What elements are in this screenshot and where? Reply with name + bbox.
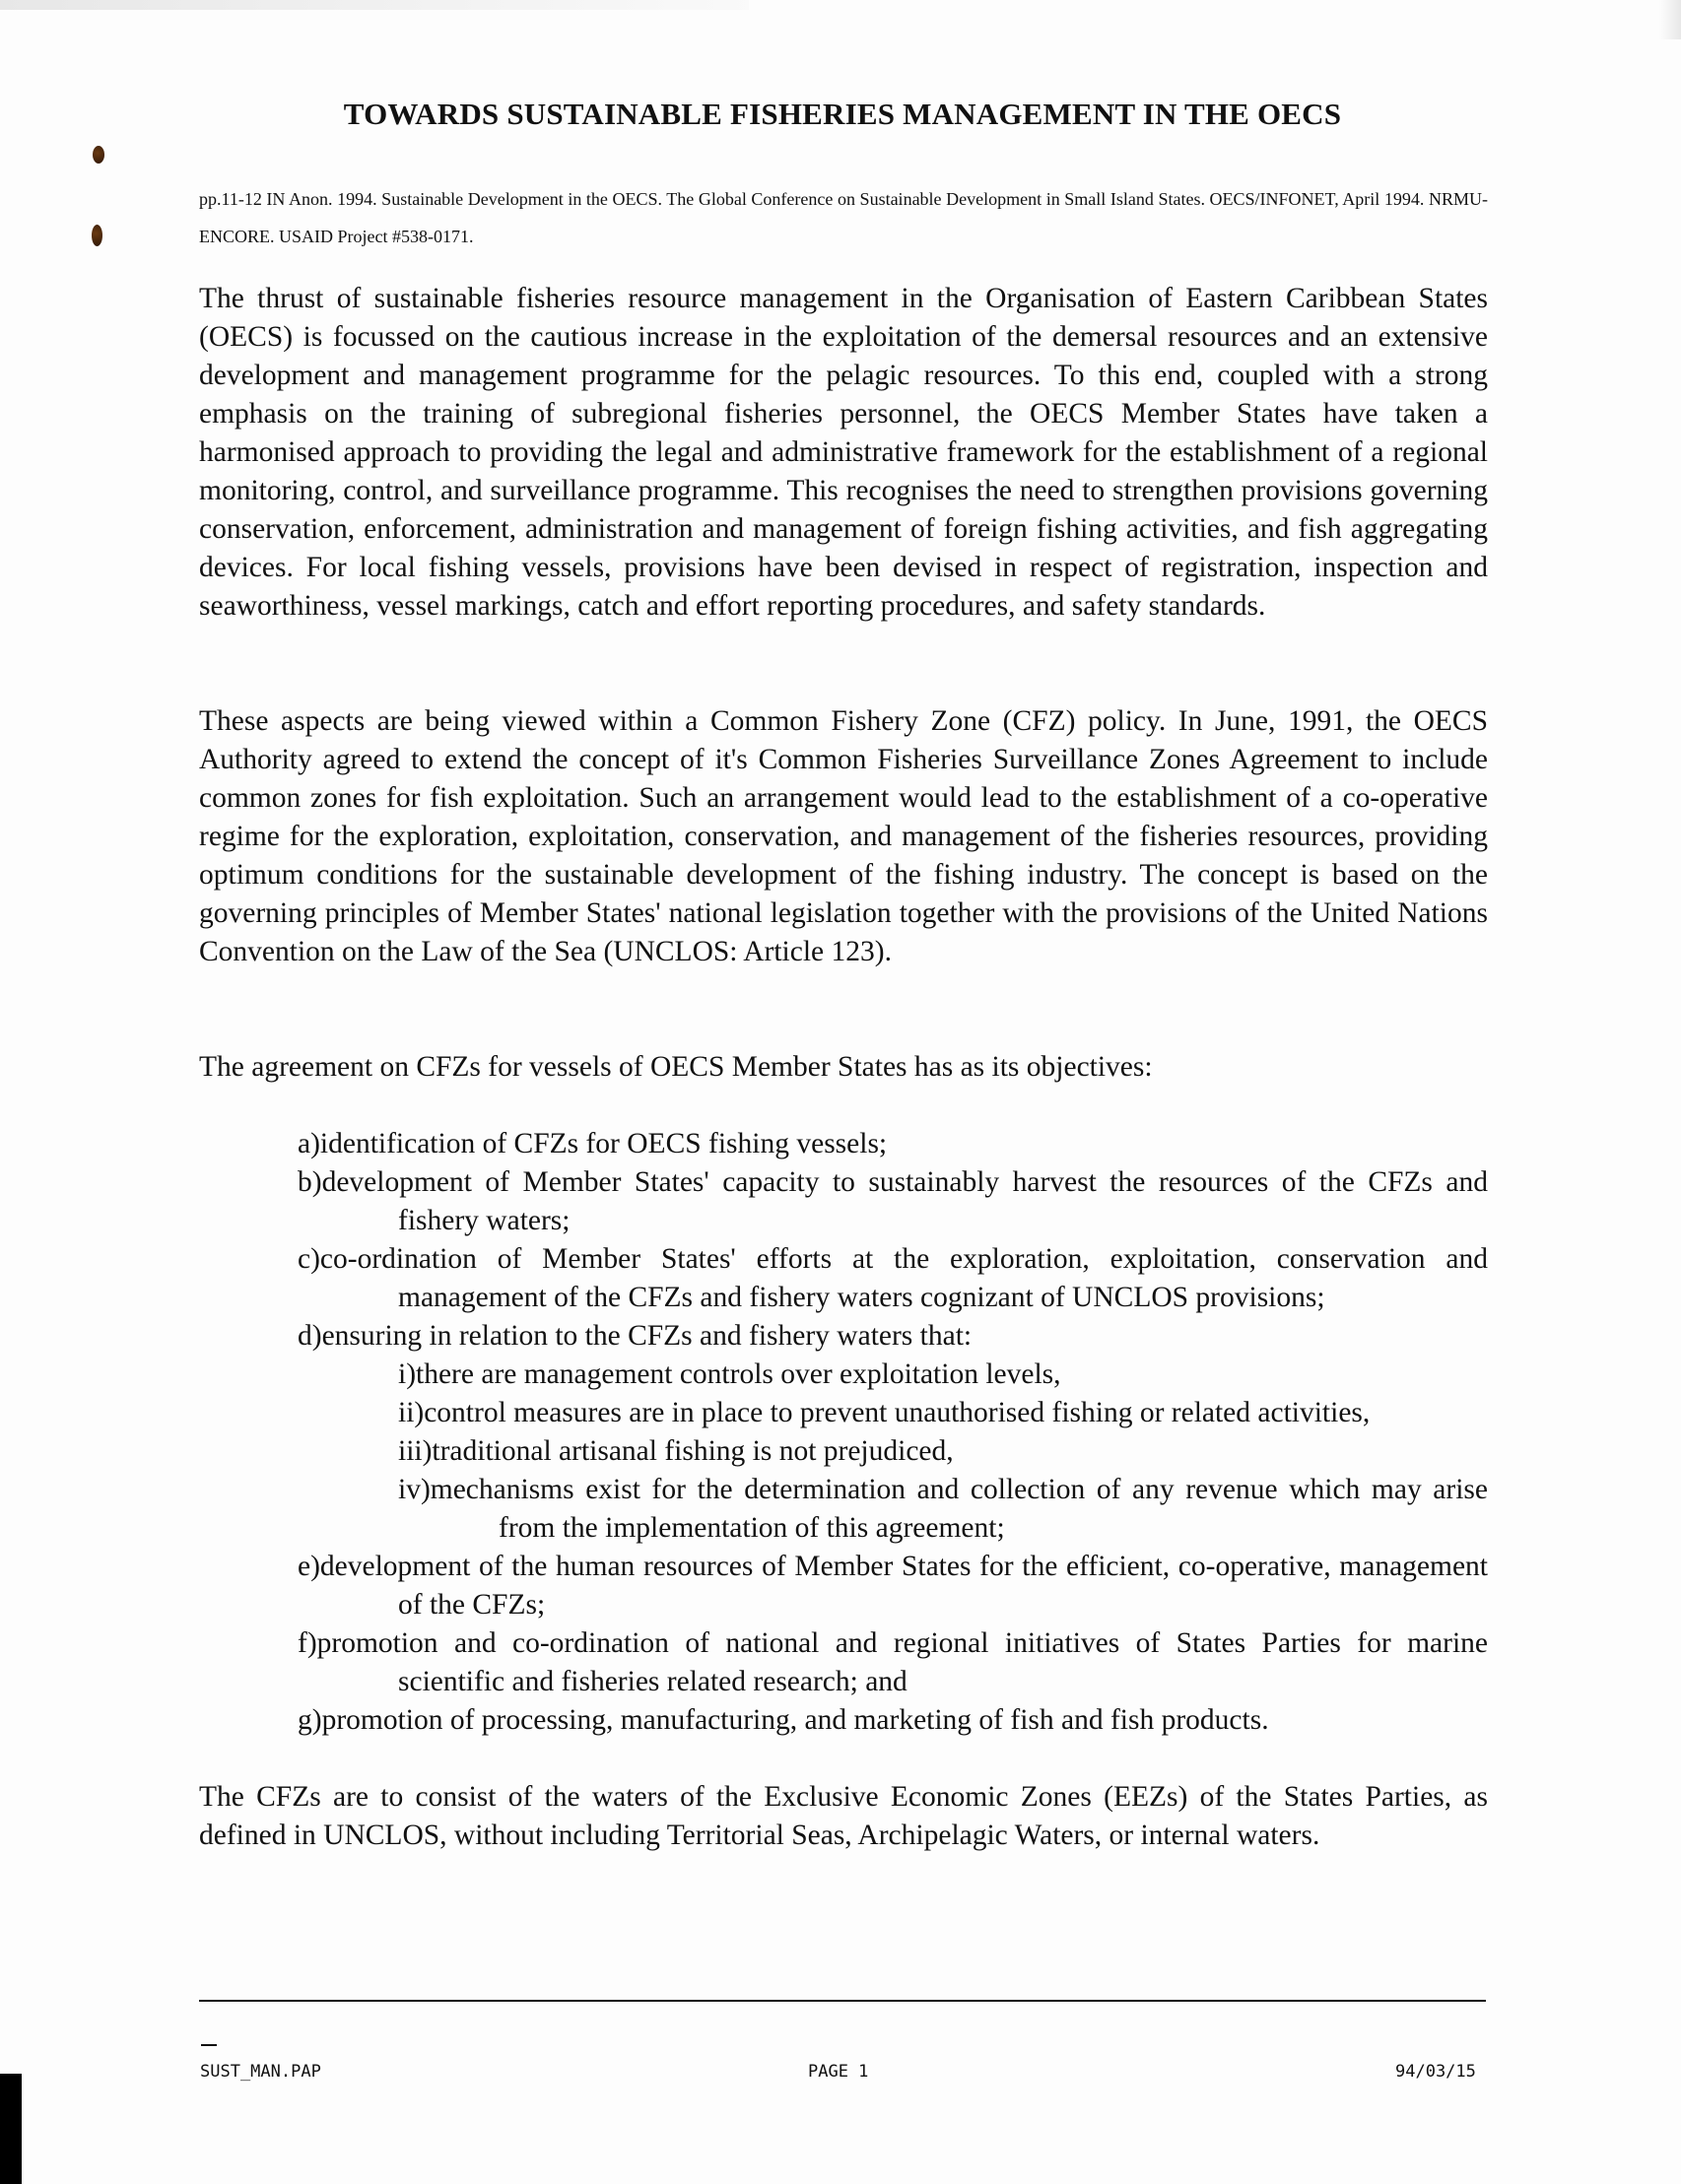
- objective-text: e)development of the human resources of Member States for the efficient, co-operative, management of the CFZs;: [298, 1551, 1488, 1621]
- paragraph-intro: The thrust of sustainable fisheries resource management in the Organisation of Eastern Caribbean States (OECS) is focussed on the cautious increase in the exploitation of the demersal resources and an extensive development and management programme for the pelagic resources. To this end, coupled with a strong emphasis on the training of subregional fisheries personnel, the OECS Member States have taken a harmonised approach to providing the legal and administrative framework for the establishment of a regional monitoring, control, and surveillance programme. This recognises the need to strengthen provisions governing conservation, enforcement, administration and management of foreign fishing activities, and fish aggregating devices. For local fishing vessels, provisions have been devised in respect of registration, inspection and seaworthiness, vessel markings, catch and effort reporting procedures, and safety standards.: [199, 283, 1488, 622]
- objectives-list: [298, 1125, 1488, 1740]
- objective-subitem: i)there are management controls over exploitation levels,: [398, 1358, 1061, 1390]
- punch-hole-mark: [93, 146, 104, 164]
- objective-item: [298, 1240, 1488, 1317]
- objective-subitems-wrapper: [298, 1356, 1488, 1548]
- footer-dash: [201, 2044, 217, 2046]
- objective-item: [298, 1624, 1488, 1701]
- objective-text: a)identification of CFZs for OECS fishing vessels;: [298, 1128, 888, 1159]
- objective-item: [298, 1125, 1488, 1163]
- citation: pp.11-12 IN Anon. 1994. Sustainable Development in the OECS. The Global Conference on Sustainable Development in Small Island States. OECS/INFONET, April 1994. NRMU-ENCORE. USAID Project #538-0171.: [199, 189, 1488, 246]
- scan-edge-bar: [0, 2074, 22, 2184]
- objective-text: c)co-ordination of Member States' efforts at the exploration, exploitation, conservation and management of the CFZs and fishery waters cognizant of UNCLOS provisions;: [298, 1243, 1488, 1313]
- objective-subitem: iv)mechanisms exist for the determination and collection of any revenue which may arise from the implementation of this agreement;: [398, 1474, 1488, 1544]
- footer-filename: SUST_MAN.PAP: [200, 2062, 321, 2082]
- footer-page-number: PAGE 1: [808, 2062, 869, 2082]
- paragraph-cfz-policy: These aspects are being viewed within a Common Fishery Zone (CFZ) policy. In June, 1991, the OECS Authority agreed to extend the concept of it's Common Fisheries Surveillance Zones Agreement to include common zones for fish exploitation. Such an arrangement would lead to the establishment of a co-operative regime for the exploration, exploitation, conservation, and management of the fisheries resources, providing optimum conditions for the sustainable development of the fishing industry. The concept is based on the governing principles of Member States' national legislation together with the provisions of the United Nations Convention on the Law of the Sea (UNCLOS: Article 123).: [199, 705, 1488, 967]
- scan-shadow-top: [0, 0, 749, 10]
- objective-text: f)promotion and co-ordination of national and regional initiatives of States Parties for marine scientific and fisheries related research; and: [298, 1627, 1488, 1697]
- objective-text: d)ensuring in relation to the CFZs and fishery waters that:: [298, 1320, 973, 1352]
- paragraph-cfz-definition: The CFZs are to consist of the waters of the Exclusive Economic Zones (EEZs) of the States Parties, as defined in UNCLOS, without including Territorial Seas, Archipelagic Waters, or internal waters.: [199, 1781, 1488, 1851]
- objective-subitem: ii)control measures are in place to prevent unauthorised fishing or related activities,: [398, 1397, 1371, 1428]
- punch-hole-mark: [92, 225, 102, 246]
- objective-item: [298, 1317, 1488, 1356]
- objective-subitem: iii)traditional artisanal fishing is not prejudiced,: [398, 1435, 954, 1467]
- document-title: TOWARDS SUSTAINABLE FISHERIES MANAGEMENT IN THE OECS: [343, 97, 1342, 131]
- objective-item: [298, 1701, 1488, 1740]
- objective-item: [298, 1548, 1488, 1624]
- objective-item: [298, 1163, 1488, 1240]
- objective-subitems-list: [298, 1356, 1488, 1548]
- scan-shadow-right: [1659, 0, 1681, 39]
- paragraph-objectives-lead: The agreement on CFZs for vessels of OECS Member States has as its objectives:: [199, 1051, 1153, 1083]
- objective-text: b)development of Member States' capacity to sustainably harvest the resources of the CFZs and fishery waters;: [298, 1166, 1488, 1236]
- footer-date: 94/03/15: [1395, 2062, 1476, 2082]
- objective-text: g)promotion of processing, manufacturing, and marketing of fish and fish products.: [298, 1704, 1269, 1736]
- footer-divider: [199, 2000, 1486, 2002]
